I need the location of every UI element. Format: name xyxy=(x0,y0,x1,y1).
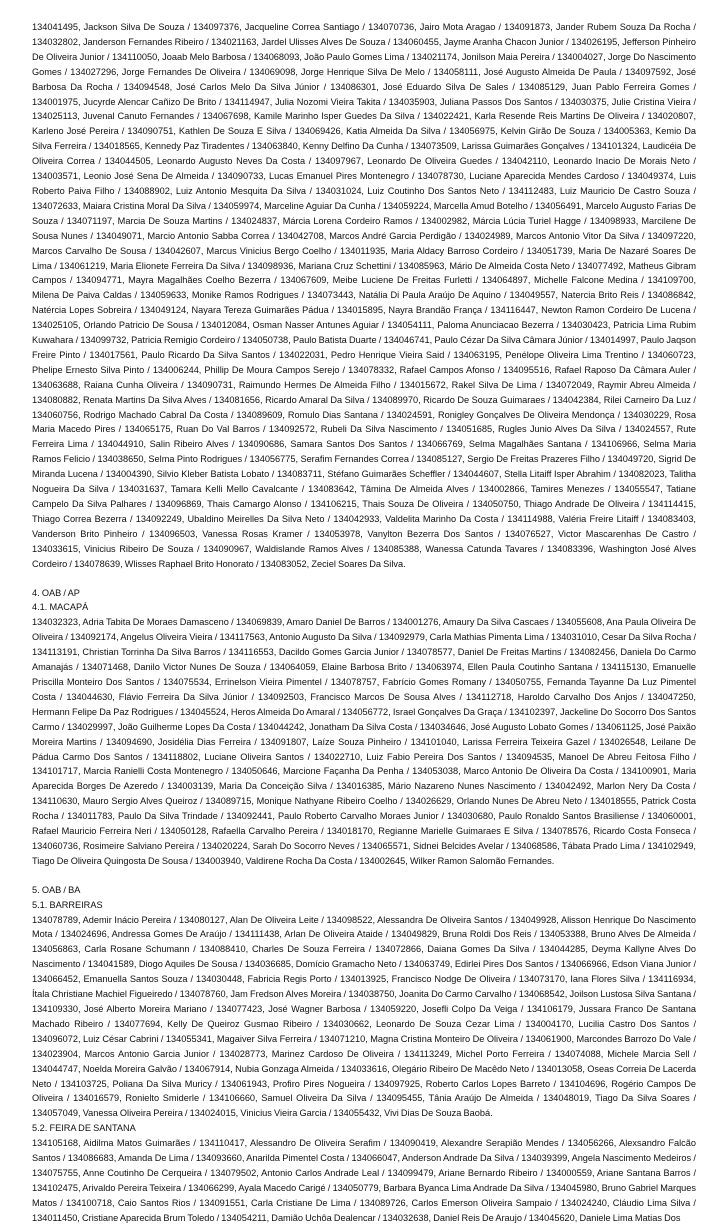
section-heading-oab-ap: 4. OAB / AP xyxy=(32,587,80,598)
feira-de-santana-paragraph: 134105168, Aidilma Matos Guimarães / 134110417, Alessandro De Oliveira Serafim / 134090419, Alexandre Serapião Mendes / 134056266, Alexsandro Falcão Santos / 134086683, Amanda De Lima / 134093660, Anarilda Pimentel Costa / 134066047, Anderson Andrade Da Silva / 134039399, Angela Nascimento Medeiros / 134075755, Anne Coutinho De Cerqueira / 134079502, Antonio Carlos Andrade Leal / 134099479, Ariane Bernardo Ribeiro / 134000559, Ariane Santana Barros / 134102475, Arivaldo Pereira Teixeira / 134066299, Ayala Macedo Carigé / 134050779, Barbara Byanca Lima Andrade Da Silva / 134045980, Bruno Gabriel Marques Matos / 134100718, Caio Santos Rios / 134091551, Carla Cristiane De Lima / 134089726, Carlos Emerson Oliveira Sampaio / 134024240, Cláudio Lima Silva / 134011450, Cristiane Aparecida Brum Toledo / 134054211, Damião Uchôa Dealencar / 134032638, Daniel Reis De Araujo / 134045620, Daniele Lima Matias Dos xyxy=(32,1138,696,1223)
barreiras-paragraph: 134078789, Ademir Inácio Pereira / 134080127, Alan De Oliveira Leite / 134098522, Alessandra De Oliveira Santos / 134049928, Alisson Henrique Do Nascimento Mota / 134024696, Andressa Gomes De Araújo / 134111438, Arlan De Oliveira Ataide / 134049829, Bruna Roldi Dos Reis / 134053388, Bruno Alves De Almeida / 134056863, Carla Rosane Schumann / 134088410, Charles De Souza Ferreira / 134072866, Daiana Gomes Da Silva / 134044285, Deyma Kallyne Alves Do Nascimento / 134041589, Diogo Aquiles De Sousa / 134036685, Domício Gramacho Neto / 134063749, Edirlei Pires Dos Santos / 134066966, Edson Viana Junior / 134066452, Emanuella Santos Souza / 134030448, Fabricia Regis Porto / 134013925, Francisco Nodge De Oliveira / 134073170, Iana Flores Silva / 134116934, Ítala Christiane Machiel Figueiredo / 134078760, Jam Fredson Alves Moreira / 134038750, Joanita Do Carmo Carvalho / 134068542, Joilson Lustosa Silva Santana / 134109330, José Alberto Moreira Mariano / 134077423, José Wagner Barbosa / 134059220, Josefli Colpo Da Veiga / 134106179, Jussara Franco De Santana Machado Ribeiro / 134077694, Kelly De Queiroz Gusmao Ribeiro / 134030662, Leonardo De Souza Cezar Lima / 134004170, Lucilia Castro Dos Santos / 134096072, Luiz César Cabrini / 134055341, Magaiver Silva Ferreira / 134071210, Magna Cristina Monteiro De Oliveira / 134061900, Marcondes Barrozo Do Vale / 134023904, Marcos Antonio Garcia Junior / 134028773, Marinez Cardoso De Oliveira / 134113249, Michel Porto Ferreira / 134074088, Michele Marcia Sell / 134044747, Noelda Moreira Galvão / 134067914, Nubia Gonzaga Almeida / 134033616, Olegário Ribeiro De Macêdo Neto / 134013058, Oseas Correia De Lacerda Neto / 134103725, Poliana Da Silva Muricy / 134061943, Profiro Pires Nogueira / 134097925, Roberto Carlos Lopes Barreto / 134104696, Rogério Campos De Oliveira / 134016579, Ronielto Smiderle / 134106660, Samuel Oliveira Da Silva / 134095455, Tânia Araújo De Almeida / 134048019, Tiago Da Silva Soares / 134057049, Vanessa Oliveira Pereira / 134024015, Vinicius Vieira Garcia / 134055432, Vivi Dias De Souza Baobá. xyxy=(32,914,696,1119)
subsection-heading-feira-de-santana: 5.2. FEIRA DE SANTANA xyxy=(32,1123,136,1134)
macapa-paragraph: 134032323, Adria Tabita De Moraes Damasceno / 134069839, Amaro Daniel De Barros / 134001276, Amaury Da Silva Cascaes / 134055608, Ana Paula Oliveira De Oliveira / 134092174, Angelus Oliveira Vieira / 134117563, Antonio Augusto Da Silva / 134092979, Carla Mathias Pimenta Lima / 134031010, Cesar Da Silva Rocha / 134113191, Christian Torrinha Da Silva Barros / 134116553, Dacildo Gomes Garcia Junior / 134078577, Daniel De Freitas Martins / 134082456, Daniela Do Carmo Amanajás / 134071468, Danilo Victor Nunes De Souza / 134064059, Elaine Barbosa Brito / 134063974, Ellen Paula Coutinho Santana / 134115130, Emanuelle Priscilla Monteiro Dos Santos / 134075534, Errinelson Vieira Pimentel / 134078757, Fabrício Gomes Romany / 134050755, Fernanda Tayanne Da Luz Pimentel Costa / 134044630, Flávio Ferreira Da Silva Júnior / 134092503, Francisco Marcos De Sousa Alves / 134112718, Haroldo Carvalho Dos Anjos / 134047250, Hermann Felipe Da Paz Rodrigues / 134045524, Heros Almeida Do Amaral / 134056772, Israel Gonçalves Da Graça / 134102397, Jackeline Do Socorro Dos Santos Carmo / 134029997, João Guilherme Lopes Da Costa / 134044242, Jonatham Da Silva Costa / 134034646, José Augusto Lobato Gomes / 134061125, José Paixão Moreira Martins / 134094690, Josidélia Dias Ferreira / 134091807, Laíze Souza Pinheiro / 134101040, Larissa Ferreira Teixeira Gazel / 134026548, Leilane De Pádua Carmo Dos Santos / 134118802, Luciane Oliveira Santos / 134022710, Luiz Fabio Pereira Dos Santos / 134094535, Manoel De Abreu Feitosa Filho / 134101717, Marcia Ranielli Costa Montenegro / 134050646, Marcione Façanha Da Penha / 134053038, Marco Antonio De Oliveira Da Costa / 134100901, Maria Aparecida Borges De Azeredo / 134003139, Maria Da Conceição Silva / 134016385, Mário Nazareno Nunes Nascimento / 134042492, Marlon Nery Da Costa / 134110630, Mauro Sergio Alves Queiroz / 134089715, Monique Nathyane Ribeiro Coelho / 134026629, Orlando Nunes De Abreu Neto / 134018555, Patrick Costa Rocha / 134011783, Paulo Da Silva Trindade / 134092441, Paulo Roberto Carvalho Moraes Junior / 134030680, Paulo Ronaldo Santos Brasiliense / 134060001, Rafael Mauricio Ferreira Neri / 134050128, Rafaella Carvalho Pereira / 134018170, Regianne Marielle Guimaraes E Silva / 134078576, Ricardo Costa Fonseca / 134060736, Rosimeire Salviano Pereira / 134020224, Sarah Do Socorro Neves / 134065571, Sidnei Belcides Avelar / 134068586, Tábata Prado Lima / 134102949, Tiago De Oliveira Quingosta De Sousa / 134003940, Valdirene Rocha Da Costa / 134002645, Wilker Ramon Salomão Fernandes. xyxy=(32,617,696,866)
document-body xyxy=(32,20,696,1226)
section-gap xyxy=(32,869,696,883)
subsection-heading-macapa: 4.1. MACAPÁ xyxy=(32,602,89,613)
subsection-heading-barreiras: 5.1. BARREIRAS xyxy=(32,899,103,910)
section-heading-oab-ba: 5. OAB / BA xyxy=(32,884,81,895)
intro-paragraph: 134041495, Jackson Silva De Souza / 134097376, Jacqueline Correa Santiago / 134070736, Jairo Mota Aragao / 134091873, Jander Rubem Souza Da Rocha / 134032802, Janderson Fernandes Ribeiro / 134021163, Jardel Ulisses Alves De Souza / 134060455, Jayme Aranha Chacon Junior / 134026195, Jefferson Pinheiro De Oliveira Junior / 134110050, Joaab Melo Barbosa / 134068093, João Paulo Gomes Lima / 134021174, Jonilson Maia Pereira / 134004027, Jorge Do Nascimento Gomes / 134027296, Jorge Fernandes De Oliveira / 134069098, Jorge Henrique Silva De Melo / 134058111, José Augusto Almeida De Paula / 134097592, José Barbosa Da Rocha / 134094548, José Carlos Melo Da Silva Júnior / 134086301, José Eduardo Silva De Sales / 134085129, Juan Pablo Ferreira Gomes / 134001975, Jucyrde Alencar Cañizo De Brito / 134114947, Julia Nozomi Vieira Takita / 134035903, Juliana Passos Dos Santos / 134030375, Julie Cristina Vieira / 134025113, Juvenal Canuto Fernandes / 134067698, Kamile Marinho Isper Guedes Da Silva / 134022421, Karla Resende Reis Martins De Oliveira / 134020807, Karleno José Pereira / 134090751, Kathlen De Souza E Silva / 134069426, Katia Almeida Da Silva / 134056975, Kelvin Girão De Souza / 134005363, Kemio Da Silva Ferreira / 134018565, Kennedy Paz Tiradentes / 134063840, Kenny Delfino Da Cunha / 134073509, Larissa Guimarães Gonçalves / 134101324, Laudicéia De Oliveira Correa / 134044505, Leonardo Augusto Neves Da Costa / 134097967, Leonardo De Oliveira Guedes / 134042110, Leonardo Inacio De Morais Neto / 134003571, Leonio José Sena De Almeida / 134090733, Lucas Emanuel Pires Montenegro / 134078730, Luciane Aparecida Mendes Cardoso / 134049374, Luis Roberto Paiva Filho / 134088902, Luiz Antonio Mesquita Da Silva / 134031024, Luiz Coutinho Dos Santos Neto / 134112483, Luiz Mauricio De Castro Souza / 134072633, Maiara Cristina Moral Da Silva / 134059974, Marceline Aguiar Da Cunha / 134059224, Marcella Amud Botelho / 134056491, Marcelo Augusto Farias De Souza / 134071197, Marcia De Souza Martins / 134024837, Márcia Lorena Cordeiro Ramos / 134002982, Márcia Lúcia Turiel Hagge / 134098933, Marcilene De Sousa Nunes / 134049071, Marcio Antonio Sabba Correa / 134042708, Marcos André Garcia Perdigão / 134024989, Marcos Antonio Vitor Da Silva / 134097220, Marcos Carvalho De Sousa / 134042607, Marcus Vinicius Bergo Coelho / 134011935, Maria Aldacy Barroso Cordeiro / 134051739, Maria De Nazaré Soares De Lima / 134061219, Maria Elionete Ferreira Da Silva / 134098936, Mariana Cruz Schettini / 134085963, Mário De Almeida Costa Neto / 134077492, Matheus Gibram Campos / 134094771, Mayra Magalhães Coelho Bezerra / 134067609, Meibe Luciene De Freitas Furletti / 134064897, Michelle Falcone Medina / 134109700, Milena De Paiva Caldas / 134059633, Monike Ramos Rodrigues / 134073443, Natália Di Paula Araújo De Aquino / 134049557, Natercia Brito Reis / 134086842, Natércia Lopes Sobreira / 134049124, Nayara Tereza Guimarães Pádua / 134015895, Nayra Brandão França / 134116447, Newton Ramon Cordeiro De Lucena / 134025105, Orlando Patricio De Sousa / 134012084, Osman Nasser Antunes Aguiar / 134054111, Paloma Anunciacao Bezerra / 134030423, Patricia Lima Rubim Kuwahara / 134099732, Patricia Remigio Cordeiro / 134050738, Paulo Batista Duarte / 134046741, Paulo Cézar Da Silva Câmara Júnior / 134014997, Paulo Jaqson Freire Pinto / 134017561, Paulo Ricardo Da Silva Santos / 134022031, Pedro Henrique Vieira Said / 134063195, Penélope Oliveira Lima Trentino / 134060723, Phelipe Ernesto Silva Pinto / 134006244, Phillip De Moura Campos Serejo / 134078332, Rafael Campos Afonso / 134095516, Rafael Raposo Da Câmara Auler / 134063688, Raiana Cunha Oliveira / 134090731, Raimundo Hermes De Almeida Filho / 134015672, Rakel Silva De Lima / 134072049, Raymir Abreu Almeida / 134080882, Renata Martins Da Silva Alves / 134081656, Ricardo Amaral Da Silva / 134089970, Ricardo De Souza Guimaraes / 134042384, Rilei Carneiro Da Luz / 134060756, Rodrigo Machado Cabral Da Costa / 134089609, Romulo Dias Santana / 134024591, Ronigley Gonçalves De Oliveira Mendonça / 134030229, Rosa Maria Macedo Pires / 134065175, Ruan Do Val Barros / 134092572, Rubeli Da Silva Nascimento / 134051685, Rugles Junio Alves Da Silva / 134024557, Rute Ferreira Lima / 134044910, Salin Ribeiro Alves / 134090686, Samara Santos Dos Santos / 134066769, Selma Magalhães Santana / 134106966, Selma Maria Ramos Felicio / 134038650, Selma Pinto Rodrigues / 134056775, Serafim Fernandes Correa / 134085127, Sergio De Freitas Prazeres Filho / 134049720, Sigrid De Miranda Lucena / 134004390, Silvio Kleber Batista Lobato / 134083711, Stéfano Guimarães Scheffler / 134044607, Stella Litaiff Isper Abrahim / 134082023, Talitha Nogueira Da Silva / 134031637, Tamara Kelli Mello Cavalcante / 134083642, Tâmina De Almeida Alves / 134002866, Tamires Menezes / 134055547, Tatiane Campelo Da Silva Palhares / 134096869, Thais Camargo Alonso / 134106215, Thais Souza De Oliveira / 134050750, Thiago Andrade De Oliveira / 134114415, Thiago Correa Bezerra / 134092249, Ubaldino Meirelles Da Silva Neto / 134042933, Valdelita Marinho Da Costa / 134114988, Valéria Freire Litaiff / 134083403, Vanderson Brito Pinheiro / 134096503, Vanessa Rosas Kramer / 134053978, Vanylton Bezerra Dos Santos / 134076527, Victor Mascarenhas De Castro / 134033615, Vinicius Ribeiro De Souza / 134090967, Waldislande Ramos Alves / 134085388, Wanessa Catunda Tavares / 134083396, Washington José Alves Cordeiro / 134078639, Wlisses Raphael Brito Honorato / 134083052, Zeciel Soares Da Silva. xyxy=(32,22,696,569)
section-gap xyxy=(32,572,696,586)
